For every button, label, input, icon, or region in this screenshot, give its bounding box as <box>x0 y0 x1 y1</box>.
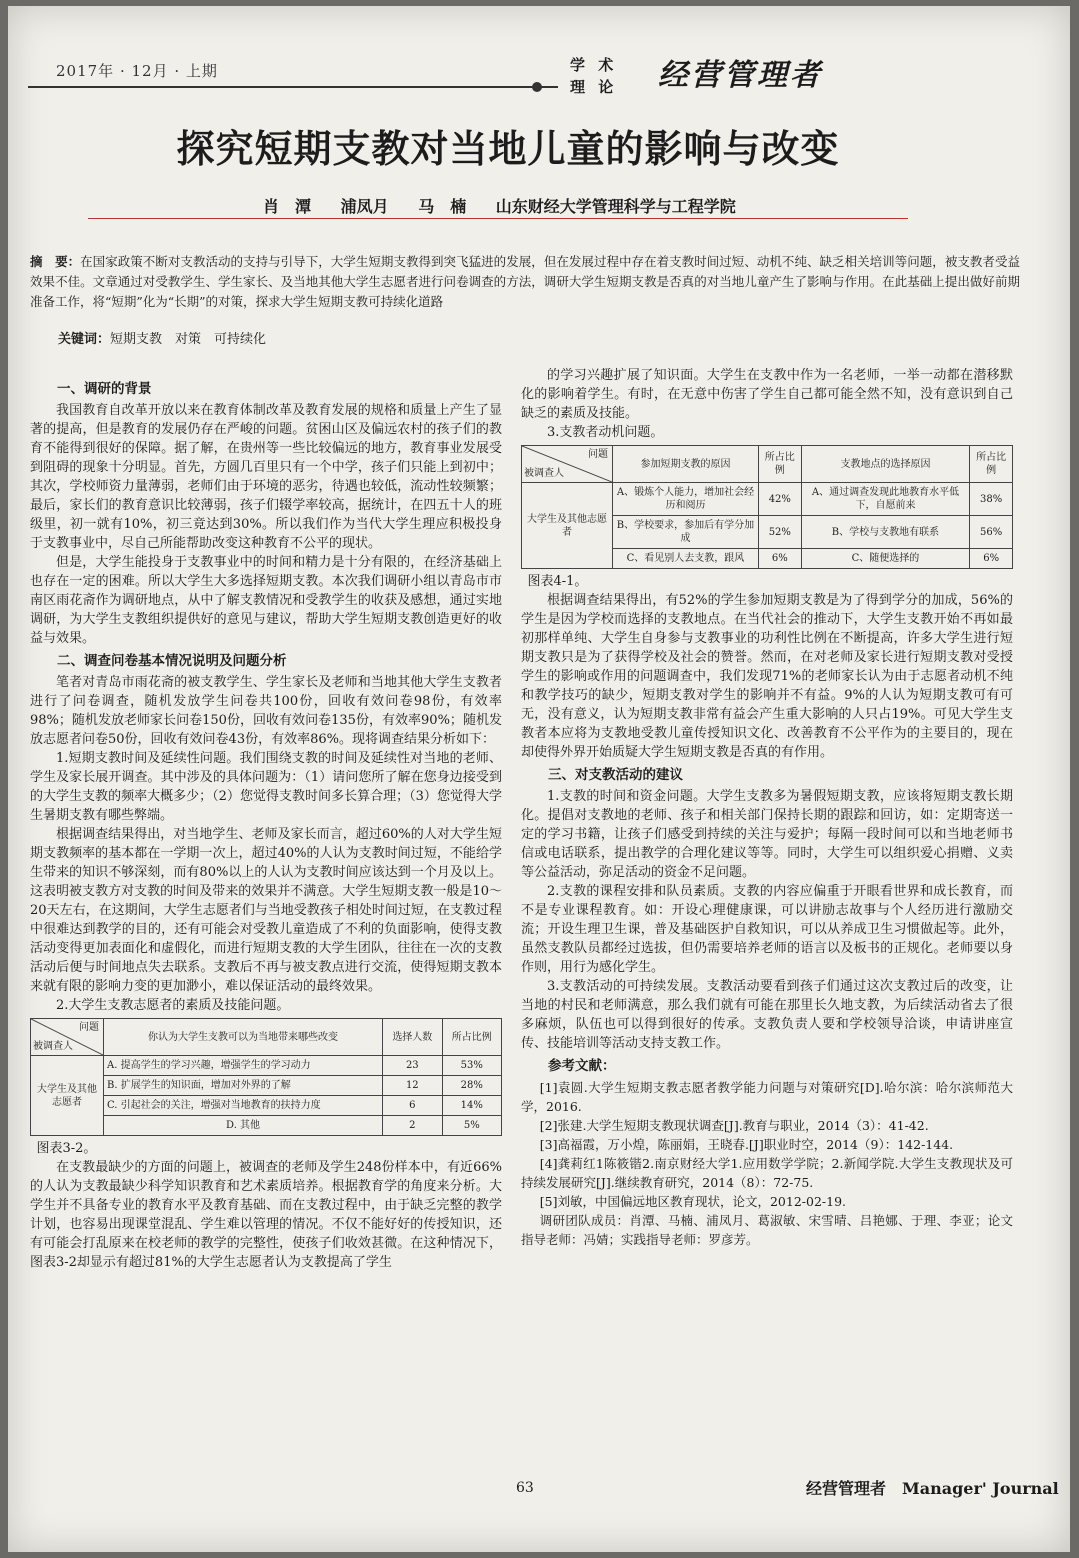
abstract-text: 在国家政策不断对支教活动的支持与引导下，大学生短期支教得到突飞猛进的发展，但在发展过程中存在着支教时间过短、动机不纯、缺乏相关培训等问题，被支教者受益效果不佳。文章通过对受教学生、学生家长、及当地其他大学生志愿者进行问卷调查的方法，调研大学生短期支教是否真的对当地儿童产生了影响与作用。在此基础上提出做好前期准备工作，将“短期”化为“长期”的对策，探求大学生短期支教可持续化道路 <box>30 254 1020 309</box>
table-4-1 <box>521 445 1013 569</box>
reference-item: [2]张建.大学生短期支教现状调查[J].教育与职业，2014（3）：41-42. <box>539 1118 929 1133</box>
section-heading-3: 三、对支教活动的建议 <box>548 767 683 783</box>
table-cell: B、学校要求，参加后有学分加成 <box>613 516 759 549</box>
header-question: 问题 <box>79 1022 99 1033</box>
footer-journal-name: 经营管理者 Manager' Journal <box>806 1479 1059 1498</box>
table-cell: B、学校与支教地有联系 <box>801 516 970 549</box>
table-cell: 52% <box>758 516 801 549</box>
author-underline <box>88 218 908 219</box>
table-caption: 图表3-2。 <box>36 1141 97 1156</box>
table-cell: 12 <box>383 1076 442 1096</box>
table-3-2 <box>30 1018 502 1136</box>
table-cell: C、看见别人去支教，跟风 <box>613 549 759 569</box>
paragraph: 3.支教者动机问题。 <box>547 425 664 440</box>
table-header: 你认为大学生支教可以为当地带来哪些改变 <box>104 1019 383 1056</box>
table-header: 支教地点的选择原因 <box>801 446 970 483</box>
author-3: 马 楠 <box>418 197 467 216</box>
paragraph: 在支教最缺少的方面的问题上，被调查的老师及学生248份样本中，有近66%的人认为支教最缺少科学知识教育和艺术素质培养。根据教育学的角度来分析。大学生并不具备专业的教育水平及教育基础、而在支教过程中，由于缺乏完整的教学计划，也容易出现课堂混乱、学生难以管理的情况。不仅不能好好的传授知识，还有可能会打乱原来在校老师的教学的完整性，使孩子们收效甚微。在这种情况下，图表3-2却显示有超过81%的大学生志愿者认为支教提高了学生 <box>30 1160 502 1270</box>
table-header: 参加短期支教的原因 <box>613 446 759 483</box>
table-cell: 5% <box>442 1116 501 1136</box>
left-column <box>30 376 502 1272</box>
keywords-label: 关键词： <box>58 332 111 347</box>
table-cell: 28% <box>442 1076 501 1096</box>
table-header: 所占比例 <box>970 446 1013 483</box>
team-members: 调研团队成员：肖潭、马楠、浦凤月、葛淑敏、宋雪晴、吕艳娜、于理、李亚；论文指导老师：冯婧；实践指导老师：罗彦芳。 <box>521 1213 1013 1247</box>
abstract-label: 摘 要： <box>30 254 81 269</box>
table-cell: 6% <box>758 549 801 569</box>
keywords-text: 短期支教 对策 可持续化 <box>110 332 267 347</box>
table-row <box>522 483 1013 516</box>
paragraph: 根据调查结果得出，有52%的学生参加短期支教是为了得到学分的加成，56%的学生是因为学校而选择的支教地点。在当代社会的推动下，大学生支教开始不再如最初那样单纯、大学生自身参与支教事业的功利性比例在不断提高，许多大学生进行短期支教只是为了获得学校及社会的赞誉。然而，在对老师及家长进行短期支教对受授学生的影响或作用的问题调查中，我们发现71%的老师家长认为由于志愿者动机不纯和教学技巧的缺少，短期支教对学生的影响并不有益。9%的人认为短期支教可有可无，没有意义，认为短期支教非常有益会产生重大影响的人只占19%。可见大学生支教者本应将为支教地受教儿童传授知识文化、改善教育不公平作为的主要目的，现在却使得外界开始质疑大学生短期支教是否真的有作用。 <box>521 593 1013 760</box>
table-cell: 42% <box>758 483 801 516</box>
reference-item: [1]袁圆.大学生短期支教志愿者教学能力问题与对策研究[D].哈尔滨：哈尔滨师范大学，2016. <box>521 1080 1013 1114</box>
paragraph: 笔者对青岛市雨花斋的被支教学生、学生家长及老师和当地其他大学生支教者进行了问卷调查，随机发放学生问卷共100份，回收有效问卷98份，有效率98%；随机发放老师家长问卷150份，回收有效问卷135份，有效率90%；随机发放志愿者问卷50份，回收有效问卷43份，有效率86%。现将调查结果分析如下： <box>30 675 502 747</box>
section-label-line2: 理 论 <box>570 78 618 96</box>
table-header: 选择人数 <box>383 1019 442 1056</box>
paragraph: 1.支教的时间和资金问题。大学生支教多为暑假短期支教，应该将短期支教长期化。提倡对支教地的老师、孩子和相关部门保持长期的跟踪和回访，如：定期寄送一定的学习书籍，让孩子们感受到持续的关注与爱护；每隔一段时间可以和当地老师书信或电话联系，提出教学的合理化建议等等。同时，大学生可以组织爱心捐赠、义卖等公益活动，弥足活动的资金不足问题。 <box>521 789 1013 880</box>
table-cell: 6% <box>970 549 1013 569</box>
header-respondent: 被调查人 <box>33 1041 73 1052</box>
paragraph: 的学习兴趣扩展了知识面。大学生在支教中作为一名老师，一举一动都在潜移默化的影响着学生。有时，在无意中伤害了学生自己都可能全然不知，没有意识到自己缺乏的素质及技能。 <box>521 368 1013 421</box>
keywords <box>58 328 266 347</box>
table-cell: 53% <box>442 1056 501 1076</box>
table-cell: 56% <box>970 516 1013 549</box>
table-caption: 图表4-1。 <box>527 574 588 589</box>
diagonal-header-cell <box>31 1019 104 1056</box>
table-cell: A、通过调查发现此地教育水平低下，自愿前来 <box>801 483 970 516</box>
table-header-row <box>31 1019 502 1056</box>
table-cell: C. 引起社会的关注，增强对当地教育的扶持力度 <box>104 1096 383 1116</box>
table-cell: 6 <box>383 1096 442 1116</box>
paragraph: 2.大学生支教志愿者的素质及技能问题。 <box>56 998 290 1013</box>
reference-item: [3]高福霞，万小煌，陈丽娟，王晓春.[J]职业时空，2014（9）：142-144. <box>539 1137 954 1152</box>
table-header: 所占比例 <box>442 1019 501 1056</box>
paragraph: 1.短期支教时间及延续性问题。我们围绕支教的时间及延续性对当地的老师、学生及家长展开调查。其中涉及的具体问题为：（1）请问您所了解在您身边接受到的大学生支教的频率大概多少；（2）您觉得支教时间多长算合理；（3）您觉得大学生暑期支教有哪些弊端。 <box>30 751 502 823</box>
table-cell: A、锻炼个人能力，增加社会经历和阅历 <box>613 483 759 516</box>
header-rule-dot <box>532 82 542 92</box>
table-cell: 14% <box>442 1096 501 1116</box>
page-number: 63 <box>516 1480 534 1496</box>
table-row <box>31 1056 502 1076</box>
journal-page <box>8 6 1070 1552</box>
paragraph: 但是，大学生能投身于支教事业中的时间和精力是十分有限的，在经济基础上也存在一定的困难。所以大学生大多选择短期支教。本次我们调研小组以青岛市市南区雨花斋作为调研地点，从中了解支教情况和受教学生的收获及感想，通过实地调研，为大学生支教组织提供好的意见与建议，帮助大学生短期支教创造更好的收益与效果。 <box>30 555 502 646</box>
header-respondent: 被调查人 <box>524 468 564 479</box>
header-question: 问题 <box>588 449 608 460</box>
table-cell: 23 <box>383 1056 442 1076</box>
paragraph: 2.支教的课程安排和队员素质。支教的内容应偏重于开眼看世界和成长教育，而不是专业课程教育。如：开设心理健康课，可以讲励志故事与个人经历进行激励交流；开设生理卫生课，普及基础医护自救知识，可以从养成卫生习惯做起等。此外，虽然支教队员都经过选拔，但仍需要培养老师的语言以及板书的正规化。老师要以身作则，用行为感化学生。 <box>521 884 1013 975</box>
abstract <box>30 252 1020 312</box>
header-rule <box>28 86 558 88</box>
section-heading-2: 二、调查问卷基本情况说明及问题分析 <box>57 653 287 669</box>
right-column <box>521 366 1013 1249</box>
diagonal-header-cell <box>522 446 613 483</box>
table-cell: 38% <box>970 483 1013 516</box>
section-label-line1: 学 术 <box>570 56 618 74</box>
paragraph: 我国教育自改革开放以来在教育体制改革及教育发展的规格和质量上产生了显著的提高，但是教育的发展仍存在严峻的问题。贫困山区及偏远农村的孩子们的教育不能得到很好的保障。据了解，在贵州等一些比较偏远的地方，教育事业发展受到阻碍的现象十分明显。首先，方圆几百里只有一个中学，孩子们只能上到初中；其次，学校师资力量薄弱，老师们由于环境的恶劣，待遇也较低，流动性较频繁；最后，家长们的教育意识比较薄弱，孩子们辍学率较高，据统计，在四五十人的班级里，初一就有10%，初三竟达到30%。所以我们作为当代大学生理应积极投身于支教事业中，尽自己所能帮助改变这种教育不公平的现状。 <box>30 403 502 551</box>
table-header-row <box>522 446 1013 483</box>
section-heading-1: 一、调研的背景 <box>57 381 152 397</box>
table-group-cell: 大学生及其他志愿者 <box>31 1056 104 1136</box>
paragraph: 3.支教活动的可持续发展。支教活动要看到孩子们通过这次支教过后的改变，让当地的村民和老师满意，那么我们就有可能在那里长久地支教，为后续活动省去了很多麻烦，队伍也可以得到很好的传承。支教负责人要和学校领导洽谈，申请讲座宣传、技能培训等活动支持支教工作。 <box>521 979 1013 1051</box>
article-title: 探究短期支教对当地儿童的影响与改变 <box>176 127 840 171</box>
reference-item: [4]龚莉红1陈筱锴2.南京财经大学1.应用数学学院；2.新闻学院.大学生支教现状及可持续发展研究[J].继续教育研究，2014（8）：72-75. <box>521 1156 1013 1190</box>
journal-name: 经营管理者 <box>658 58 823 93</box>
table-header: 所占比例 <box>758 446 801 483</box>
author-line <box>263 194 760 217</box>
references <box>521 1057 1013 1249</box>
issue-date: 2017年 · 12月 · 上期 <box>56 62 218 80</box>
table-cell: B. 扩展学生的知识面，增加对外界的了解 <box>104 1076 383 1096</box>
paragraph: 根据调查结果得出，对当地学生、老师及家长而言，超过60%的人对大学生短期支教频率的基本都在一学期一次上，超过40%的人认为支教时间过短，不能给学生带来的知识不够深刻，而有80%以上的人认为支教时间应该达到一个月及以上。这表明被支教方对支教的时间及带来的效果并不满意。大学生短期支教一般是10～20天左右，在这期间，大学生志愿者们与当地受教孩子相处时间过短，在支教过程中很难达到教学的目的，还有可能会对受教儿童造成了不利的负面影响，使得支教活动变得更加表面化和虚假化，而进行短期支教的大学生团队，往往在一次的支教活动后便与时间地点失去联系。支教后不再与被支教点进行交流，使得短期支教本来就有限的影响力变的更加渺小，难以保证活动的最终效果。 <box>30 827 502 994</box>
table-cell: C、随便选择的 <box>801 549 970 569</box>
table-cell: 2 <box>383 1116 442 1136</box>
table-group-cell: 大学生及其他志愿者 <box>522 483 613 569</box>
references-title: 参考文献： <box>548 1058 616 1074</box>
reference-item: [5]刘敏，中国偏远地区教育现状，论文，2012-02-19. <box>539 1194 847 1209</box>
author-2: 浦凤月 <box>340 197 389 216</box>
author-1: 肖 潭 <box>263 197 312 216</box>
table-cell: D. 其他 <box>104 1116 383 1136</box>
table-cell: A. 提高学生的学习兴趣，增强学生的学习动力 <box>104 1056 383 1076</box>
affiliation: 山东财经大学管理科学与工程学院 <box>495 197 736 216</box>
